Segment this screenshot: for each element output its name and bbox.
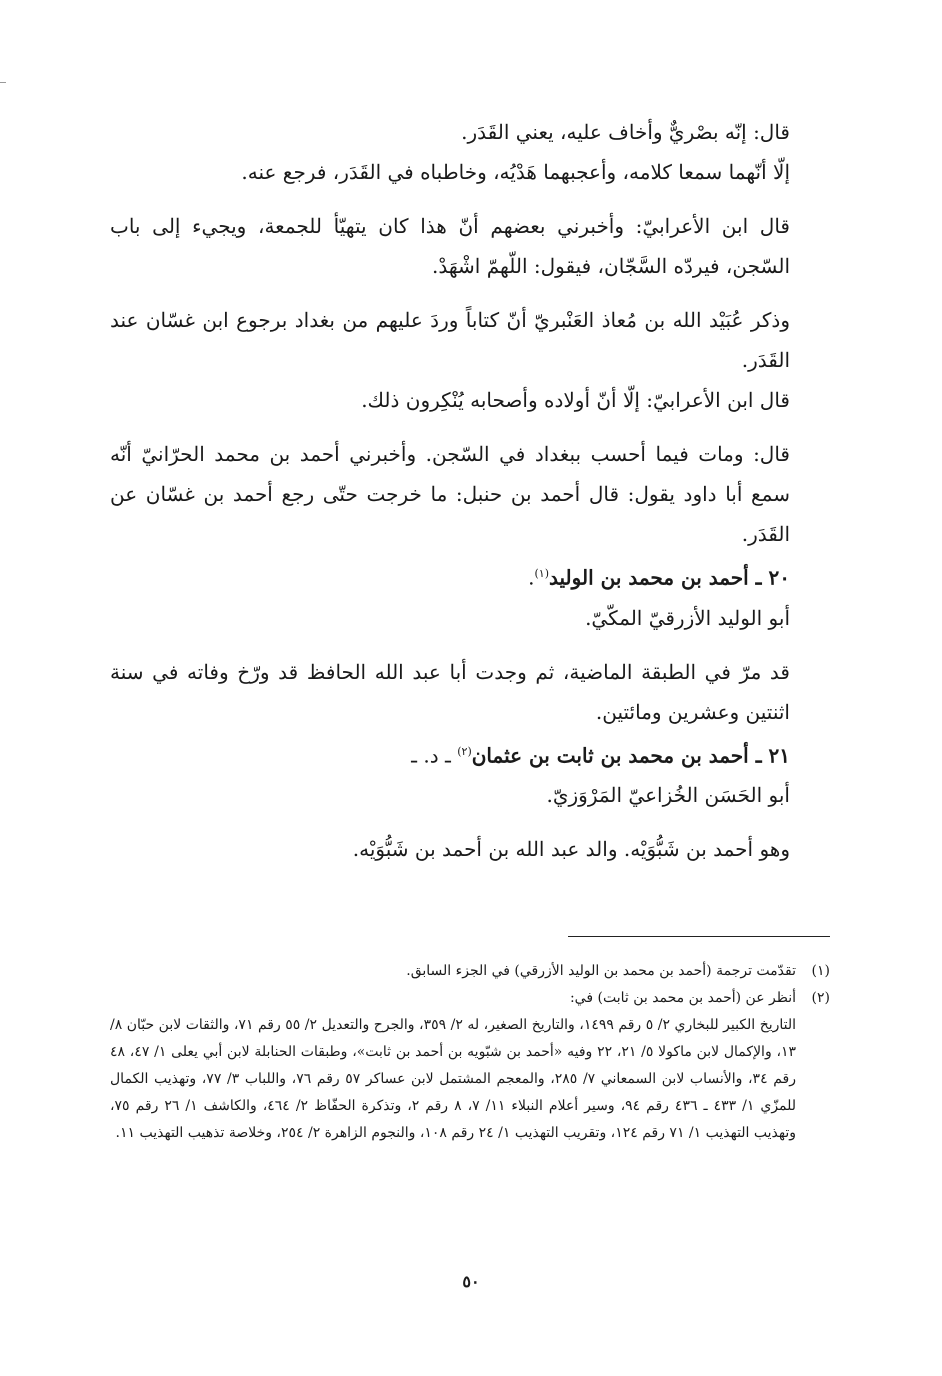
- paragraph: قال: إنّه بصْريٌّ وأخاف عليه، يعني القَدَر.: [461, 120, 790, 144]
- footnote-divider: [568, 936, 830, 937]
- main-text: [110, 112, 830, 869]
- footnote-number: (١): [811, 963, 830, 979]
- paragraph: وذكر عُبَيْد الله بن مُعاذ العَنْبريّ أنّ كتاباً وردَ عليهم من بغداد برجوع ابن غسّان عند القَدَر.: [110, 308, 790, 372]
- footnote-1: [110, 958, 830, 985]
- footnote-text: تقدّمت ترجمة (أحمد بن محمد بن الوليد الأزرقي) في الجزء السابق.: [406, 963, 796, 979]
- entry-heading-21: [110, 732, 830, 776]
- footnote-2: [110, 985, 830, 1012]
- paragraph: وهو أحمد بن شَبُّوَيْه. والد عبد الله بن أحمد بن شَبُّوَيْه.: [352, 837, 790, 862]
- paragraph: قال ابن الأعرابيّ: وأخبرني بعضهم أنّ هذا كان يتهيّأ للجمعة، ويجيء إلى باب السّجن، فيردّه السَّجّان، فيقول: اللّهمّ اشْهَدْ.: [110, 214, 790, 278]
- paragraph: قال ابن الأعرابيّ: إلّا أنّ أولاده وأصحابه يُنْكِرون ذلك.: [361, 388, 790, 412]
- footnote-number: (٢): [811, 990, 830, 1006]
- footnote-ref: (١): [534, 567, 550, 580]
- entry-end: .: [528, 565, 535, 590]
- footnote-text: أنظر عن (أحمد بن محمد بن ثابت) في:: [569, 990, 796, 1006]
- paragraph: إلّا أنّهما سمعا كلامه، وأعجبهما هَدْيُه، وخاطباه في القَدَر، فرجع عنه.: [241, 160, 790, 184]
- entry-title: ٢١ ـ أحمد بن محمد بن ثابت بن عثمان: [471, 743, 790, 768]
- entry-end: ـ د. ـ: [411, 743, 458, 768]
- paragraph: قال: ومات فيما أحسب ببغداد في السّجن. وأخبرني أحمد بن محمد الحرّانيّ أنّه سمع أبا داود يقول: قال أحمد بن حنبل: ما خرجت حتّى رجع أحمد بن غسّان عن القَدَر.: [110, 442, 790, 546]
- entry-heading-20: [110, 554, 830, 598]
- entry-title: ٢٠ ـ أحمد بن محمد بن الوليد: [549, 565, 790, 590]
- footnote-2-body: التاريخ الكبير للبخاري ٢/ ٥ رقم ١٤٩٩، والتاريخ الصغير، له ٢/ ٣٥٩، والجرح والتعديل ٢/ ٥٥ رقم ٧١، والثقات لابن حبّان ٨/ ١٣، والإكمال لابن ماكولا ٥/ ٢١، ٢٢ وفيه «أحمد بن شبّويه بن أحمد بن ثابت»، وطبقات الحنابلة لابن أبي يعلى ١/ ٤٧، ٤٨ رقم ٣٤، والأنساب لابن السمعاني ٧/ ٢٨٥، والمعجم المشتمل لابن عساكر ٥٧ رقم ٧٦، واللباب ٣/ ٧٧، وتهذيب الكمال للمزّي ١/ ٤٣٣ ـ ٤٣٦ رقم ٩٤، وسير أعلام النبلاء ١١/ ٧، ٨ رقم ٢، وتذكرة الحفّاظ ٢/ ٤٦٤، والكاشف ١/ ٢٦ رقم ٧٥، وتهذيب التهذيب ١/ ٧١ رقم ١٢٤، وتقريب التهذيب ١/ ٢٤ رقم ١٠٨، والنجوم الزاهرة ٢/ ٢٥٤، وخلاصة تذهيب التهذيب ١١.: [110, 1017, 797, 1141]
- entry-kunya: أبو الوليد الأزرقيّ المكّيّ.: [585, 605, 790, 630]
- scan-edge-mark: [0, 82, 6, 83]
- entry-kunya: أبو الحَسَن الخُزاعيّ المَرْوَزيّ.: [546, 783, 790, 808]
- paragraph: قد مرّ في الطبقة الماضية، ثم وجدت أبا عبد الله الحافظ قد ورّخ وفاته في سنة اثنتين وعشرين ومائتين.: [110, 659, 790, 724]
- footnote-ref: (٢): [457, 744, 472, 758]
- footnotes: [110, 958, 830, 1147]
- page-number: ٥٠: [462, 1272, 480, 1291]
